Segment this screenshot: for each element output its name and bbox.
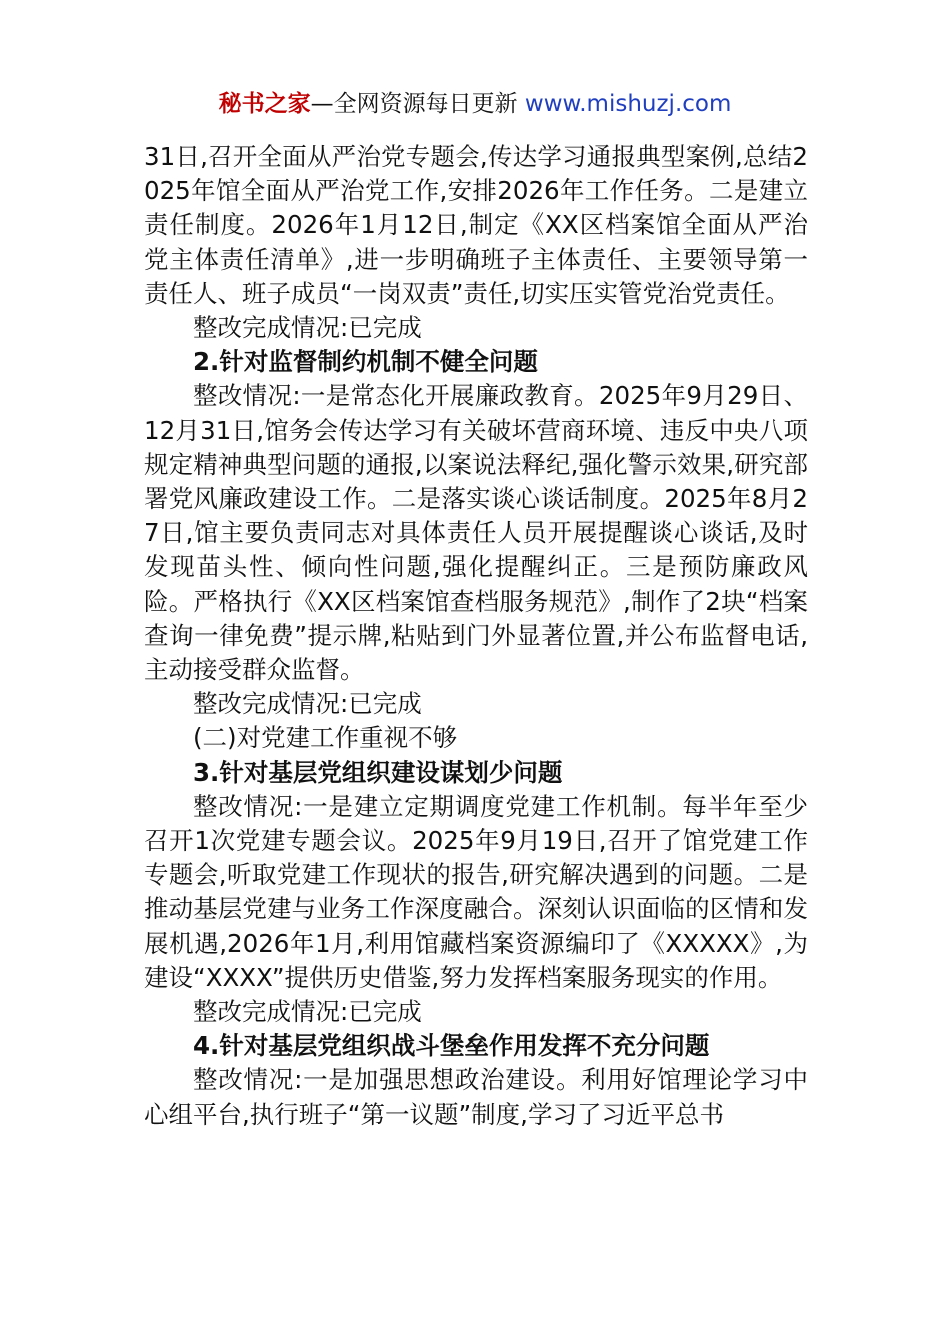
paragraph-continuation: 31日,召开全面从严治党专题会,传达学习通报典型案例,总结2025年馆全面从严治党工作,安排2026年工作任务。二是建立责任制度。2026年1月12日,制定《XX区档案馆全面从严治党主体责任清单》,进一步明确班子主体责任、主要领导第一责任人、班子成员“一岗双责”责任,切实压实管党治党责任。	[144, 142, 808, 308]
section-heading: 2.针对监督制约机制不健全问题	[193, 347, 538, 377]
paragraph: 整改情况:一是加强思想政治建设。利用好馆理论学习中心组平台,执行班子“第一议题”制度,学习了习近平总书	[144, 1065, 808, 1129]
header-slogan: —全网资源每日更新	[310, 91, 525, 117]
completion-status: 整改完成情况:已完成	[193, 313, 422, 343]
completion-status: 整改完成情况:已完成	[193, 689, 422, 719]
completion-status: 整改完成情况:已完成	[193, 997, 422, 1027]
section-heading: 4.针对基层党组织战斗堡垒作用发挥不充分问题	[193, 1031, 710, 1061]
paragraph: 整改情况:一是常态化开展廉政教育。2025年9月29日、12月31日,馆务会传达学习有关破坏营商环境、违反中央八项规定精神典型问题的通报,以案说法释纪,强化警示效果,研究部署党风廉政建设工作。二是落实谈心谈话制度。2025年8月27日,馆主要负责同志对具体责任人员开展提醒谈心谈话,及时发现苗头性、倾向性问题,强化提醒纠正。三是预防廉政风险。严格执行《XX区档案馆查档服务规范》,制作了2块“档案查询一律免费”提示牌,粘贴到门外显著位置,并公布监督电话,主动接受群众监督。	[144, 381, 808, 685]
section-heading: 3.针对基层党组织建设谋划少问题	[193, 757, 563, 787]
document-body	[144, 140, 808, 1132]
paragraph: 整改情况:一是建立定期调度党建工作机制。每半年至少召开1次党建专题会议。2025年9月19日,召开了馆党建工作专题会,听取党建工作现状的报告,研究解决遇到的问题。二是推动基层党建与业务工作深度融合。深刻认识面临的区情和发展机遇,2026年1月,利用馆藏档案资源编印了《XXXXX》,为建设“XXXX”提供历史借鉴,努力发挥档案服务现实的作用。	[144, 791, 808, 992]
subsection-heading: (二)对党建工作重视不够	[193, 723, 458, 753]
website-link[interactable]: www.mishuzj.com	[524, 91, 732, 117]
brand-name: 秘书之家	[218, 91, 311, 117]
page-header	[0, 88, 950, 120]
